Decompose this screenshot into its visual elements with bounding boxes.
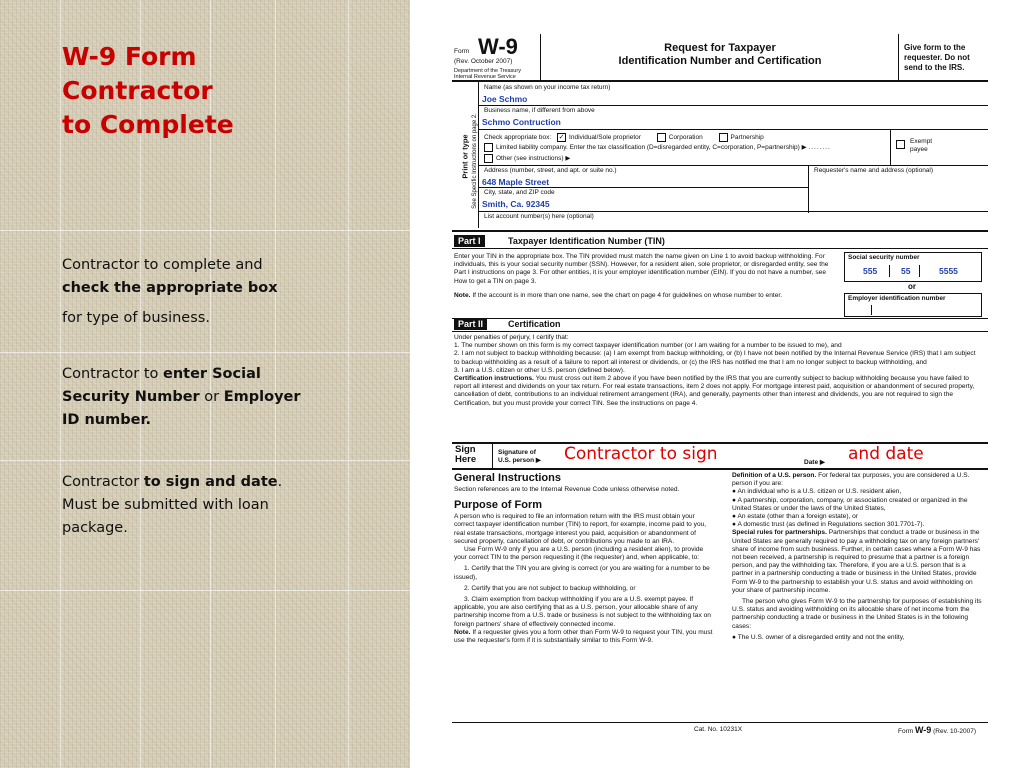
city-label: City, state, and ZIP code xyxy=(484,189,555,196)
option-label: Exempt payee xyxy=(910,138,933,153)
other-checkbox[interactable] xyxy=(484,154,493,163)
note-text: send to the IRS. xyxy=(904,63,965,72)
other-row xyxy=(484,154,570,163)
instructions-right xyxy=(732,472,986,642)
side-text: See Specific Instructions on page 2. xyxy=(472,113,478,209)
part1-title: Taxpayer Identification Number (TIN) xyxy=(508,236,665,246)
rule xyxy=(889,265,890,277)
title-line: Contractor xyxy=(62,76,213,105)
note-text: If a requester gives you a form other than Form W-9 to request your TIN, you must use the requester's form if it is substantially similar to this Form W-9. xyxy=(454,628,713,645)
texture-line xyxy=(0,352,410,353)
special-rules-text xyxy=(732,529,986,595)
note-label: Note. xyxy=(454,628,471,636)
exempt-row xyxy=(896,138,946,154)
use-text: Use Form W-9 only if you are a U.S. person (including a resident alien), to provide your correct TIN to the person requesting it (the requester) and, when applicable, to: xyxy=(454,546,704,562)
ssn-part2[interactable]: 55 xyxy=(901,266,911,276)
ssn-label: Social security number xyxy=(848,254,920,261)
rule xyxy=(478,82,479,228)
bullet-emphasis: check the appropriate box xyxy=(62,280,278,296)
bullet-text: or xyxy=(199,389,224,405)
footer-form-word: Form xyxy=(898,728,914,735)
def-label: Definition of a U.S. person. xyxy=(732,472,817,479)
slide-sidebar xyxy=(0,0,410,768)
name-field[interactable]: Joe Schmo xyxy=(482,94,528,104)
def-item: ● A domestic trust (as defined in Regulations section 301.7701-7). xyxy=(732,521,925,529)
corporation-checkbox[interactable] xyxy=(657,133,666,142)
account-label: List account number(s) here (optional) xyxy=(484,213,594,220)
rule xyxy=(452,722,988,723)
bullet-text: for type of business. xyxy=(62,310,210,326)
general-instructions-heading: General Instructions xyxy=(454,472,561,484)
ssn-part3[interactable]: 5555 xyxy=(939,266,958,276)
bullet-text: Contractor to complete and xyxy=(62,257,263,273)
w9-form xyxy=(452,34,990,764)
side-text: Print or type xyxy=(460,134,470,179)
rule xyxy=(808,165,809,213)
rule xyxy=(919,265,920,277)
rule xyxy=(898,34,899,80)
form-word: Form xyxy=(454,48,470,55)
owner-text: ● The U.S. owner of a disregarded entity and not the entity, xyxy=(732,633,905,641)
def-item: ● An individual who is a U.S. citizen or U.S. resident alien, xyxy=(732,488,902,496)
sign-text: Here xyxy=(455,454,477,465)
title-line: to Complete xyxy=(62,110,234,139)
footer-form-number: W-9 xyxy=(914,725,932,735)
general-instructions-text: Section references are to the Internal Revenue Code unless otherwise noted. xyxy=(454,486,680,493)
or-label: or xyxy=(908,282,916,291)
def-item: ● A partnership, corporation, company, or association created or organized in the United States or under the laws of the United States, xyxy=(732,496,968,512)
cert-instr-label: Certification instructions. xyxy=(454,375,534,383)
purpose-heading: Purpose of Form xyxy=(454,499,543,512)
cert-instr-text: You must cross out item 2 above if you have been notified by the IRS that you are currently subject to backup withholding because you have failed to report all interest and dividends on your tax return. For real estate transactions, item 2 does not apply. For mortgage interest paid, acquisition or abandonment of secured property, cancellation of debt, contributions to an individual retirement arrangement (IRA), and generally, payments other than interest and dividends, you are not required to sign the Certification, but you must provide your correct TIN. See the instructions on page 4. xyxy=(454,375,975,407)
instructions-left xyxy=(454,472,716,645)
note-text: Give form to the xyxy=(904,43,966,52)
texture-line xyxy=(60,0,61,768)
part2-label: Part II xyxy=(454,318,487,330)
footer-form xyxy=(898,726,976,736)
date-annotation: and date xyxy=(848,444,924,464)
ssn-box xyxy=(844,252,982,282)
tin-instructions: Enter your TIN in the appropriate box. The TIN provided must match the name given on Line 1 to avoid backup withholding. For individuals, this is your social security number (SSN). However, for a resident alien, sole proprietor, or disregarded entity, see the Part I instructions on page 3. For other entities, it is your employer identification number (EIN). If you do not have a number, see How to get a TIN on page 3. xyxy=(454,253,829,285)
use-item: 2. Certify that you are not subject to backup withholding, or xyxy=(464,584,636,592)
classification-label: Check appropriate box: xyxy=(484,134,552,142)
part1-label: Part I xyxy=(454,235,485,247)
texture-line xyxy=(0,230,410,231)
bullet-ssn xyxy=(62,363,312,432)
def-item: ● An estate (other than a foreign estate), or xyxy=(732,513,859,521)
option-label: Corporation xyxy=(668,134,703,142)
part2-title: Certification xyxy=(508,319,561,329)
bullet-emphasis: Employer ID number. xyxy=(62,389,301,428)
sign-here-label xyxy=(455,445,476,465)
definition-text xyxy=(732,472,986,488)
rule xyxy=(452,331,988,332)
rule xyxy=(452,80,988,82)
bullet-emphasis: enter Social Security Number xyxy=(62,366,261,405)
signature-label xyxy=(498,449,541,465)
texture-line xyxy=(348,0,349,768)
note-text: requester. Do not xyxy=(904,53,970,62)
bullet-text: . Must be submitted with loan package. xyxy=(62,474,283,536)
rule xyxy=(452,230,988,232)
city-field[interactable]: Smith, Ca. 92345 xyxy=(482,199,550,209)
sig-text: U.S. person ▶ xyxy=(498,457,541,464)
side-label xyxy=(461,82,470,232)
use-item: 1. Certify that the TIN you are giving is correct (or you are waiting for a number to be issued), xyxy=(454,565,710,581)
title-text: Identification Number and Certification xyxy=(618,55,822,67)
rule xyxy=(478,129,988,130)
note-label: Note. xyxy=(454,292,471,299)
requester-label: Requester's name and address (optional) xyxy=(814,167,934,174)
partnership-checkbox[interactable] xyxy=(719,133,728,142)
cert-intro: Under penalties of perjury, I certify that: xyxy=(454,334,569,341)
rule xyxy=(478,105,988,106)
tin-note xyxy=(454,292,838,300)
rule xyxy=(871,305,872,315)
footer-revision: (Rev. 10-2007) xyxy=(933,728,976,735)
bullet-text: Contractor to xyxy=(62,366,163,382)
rule xyxy=(452,248,988,249)
option-label: Individual/Sole proprietor xyxy=(569,134,641,142)
title-text: Request for Taxpayer xyxy=(664,42,776,54)
address-label: Address (number, street, and apt. or suite no.) xyxy=(484,167,617,174)
rule xyxy=(478,211,988,212)
llc-checkbox[interactable] xyxy=(484,143,493,152)
ein-box xyxy=(844,293,982,317)
rule xyxy=(452,468,988,470)
ein-label: Employer identification number xyxy=(848,295,946,302)
texture-line xyxy=(0,590,410,591)
address-field[interactable]: 648 Maple Street xyxy=(482,177,550,187)
cert-item: 2. I am not subject to backup withholding because: (a) I am exempt from backup withholding, or (b) I have not been notified by the Internal Revenue Service (IRS) that I am subject to backup withholding as a result of a failure to report all interest or dividends, or (c) the IRS has notified me that I am no longer subject to backup withholding, and xyxy=(454,350,976,366)
business-field[interactable]: Schmo Contruction xyxy=(482,117,561,127)
department: Department of the Treasury xyxy=(454,68,521,74)
ssn-part1[interactable]: 555 xyxy=(863,266,878,276)
bullet-text: Contractor xyxy=(62,474,144,490)
catalog-number: Cat. No. 10231X xyxy=(694,726,743,733)
rule xyxy=(890,129,891,165)
certification-text xyxy=(454,334,982,408)
bullet-check-box xyxy=(62,254,312,330)
use-item: 3. Claim exemption from backup withholding if you are a U.S. exempt payee. If applicable, you are also certifying that as a U.S. person, your allocable share of any partnership income from a U.S. trade or business is not subject to the withholding tax on foreign partners' share of effectively connected income. xyxy=(454,596,711,628)
special-label: Special rules for partnerships. xyxy=(732,529,827,537)
rule xyxy=(540,34,541,80)
form-title xyxy=(542,42,898,68)
title-line: W-9 Form xyxy=(62,42,197,71)
person-text: The person who gives Form W-9 to the partnership for purposes of establishing its U.S. status and avoiding withholding on its allocable share of net income from the partnership conducting a trade or business in the United States is in the following cases: xyxy=(732,598,982,630)
option-label: Other (see instructions) ▶ xyxy=(496,155,571,163)
name-label: Name (as shown on your income tax return) xyxy=(484,84,611,91)
department: Internal Revenue Service xyxy=(454,74,516,80)
sole-proprietor-checkbox[interactable]: ✓ xyxy=(558,134,565,141)
sign-annotation: Contractor to sign xyxy=(564,444,718,464)
exempt-checkbox[interactable] xyxy=(896,140,905,149)
note2 xyxy=(454,629,716,645)
give-form-note xyxy=(904,43,970,73)
business-label: Business name, if different from above xyxy=(484,107,595,114)
classification-row xyxy=(484,133,764,142)
form-number: W-9 xyxy=(478,34,518,59)
llc-row: Limited liability company. Enter the tax classification (D=disregarded entity, C=corporation, P=partnership) ▶ ........ xyxy=(484,143,831,152)
rule xyxy=(492,444,493,468)
form-revision: (Rev. October 2007) xyxy=(454,58,513,65)
date-label: Date ▶ xyxy=(804,459,825,466)
rule xyxy=(478,165,988,166)
bullet-sign xyxy=(62,471,312,540)
sign-text: Sign xyxy=(455,444,476,455)
special-text: Partnerships that conduct a trade or business in the United States are generally required to pay a withholding tax on any foreign partners' share of income from such business. Further, in certain cases where a Form W-9 has not been received, a partnership is required to presume that a partner is a foreign person, and pay the withholding tax. Therefore, if you are a U.S. person that is a partner in a partnership conducting a trade or business in the United States, provide Form W-9 to the partnership to establish your U.S. status and avoid withholding on your share of partnership income. xyxy=(732,529,981,594)
sig-text: Signature of xyxy=(498,449,536,456)
cert-item: 3. I am a U.S. citizen or other U.S. person (defined below). xyxy=(454,366,625,374)
purpose-text: A person who is required to file an information return with the IRS must obtain your correct taxpayer identification number (TIN) to report, for example, income paid to you, real estate transactions, mortgage interest you paid, acquisition or abandonment of secured property, cancellation of debt, or contributions you made to an IRA. xyxy=(454,513,707,545)
cert-item: 1. The number shown on this form is my correct taxpayer identification number (or I am waiting for a number to be issued to me), and xyxy=(454,342,842,350)
texture-line xyxy=(0,460,410,461)
slide-title xyxy=(62,40,234,142)
option-label: Partnership xyxy=(730,134,764,142)
bullet-emphasis: to sign and date xyxy=(143,474,278,490)
rule xyxy=(478,187,808,188)
note-text: If the account is in more than one name, see the chart on page 4 for guidelines on whose number to enter. xyxy=(470,292,783,299)
def-text: For federal tax purposes, you are considered a U.S. person if you are: xyxy=(732,472,970,488)
option-label: Limited liability company. Enter the tax classification (D=disregarded entity, C=corporation, P=partnership) ▶ xyxy=(496,144,807,152)
